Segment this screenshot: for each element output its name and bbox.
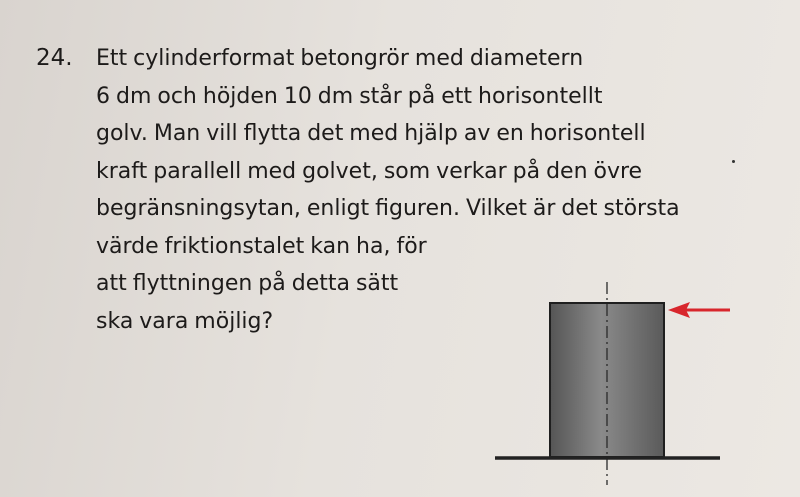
problem-line: Ett cylinderformat betongrör med diametern [96, 46, 584, 71]
problem-line: golv. Man vill flytta det med hjälp av en horisontell [96, 121, 646, 146]
arrow-left-icon [668, 302, 730, 318]
problem-line: kraft parallell med golvet, som verkar på den övre [96, 158, 643, 184]
problem-line: 6 dm och höjden 10 dm står på ett horisontellt [96, 83, 603, 109]
problem-line: ska vara möjlig? [96, 308, 274, 334]
problem-line: begränsningsytan, enligt figuren. Vilket är det största [96, 196, 680, 221]
problem-number: 24. [36, 45, 73, 71]
problem-line: att flyttningen på detta sätt [96, 271, 399, 296]
cylinder-figure [490, 280, 740, 497]
problem-line: värde friktionstalet kan ha, för [96, 233, 427, 259]
paper-speck [732, 160, 735, 163]
